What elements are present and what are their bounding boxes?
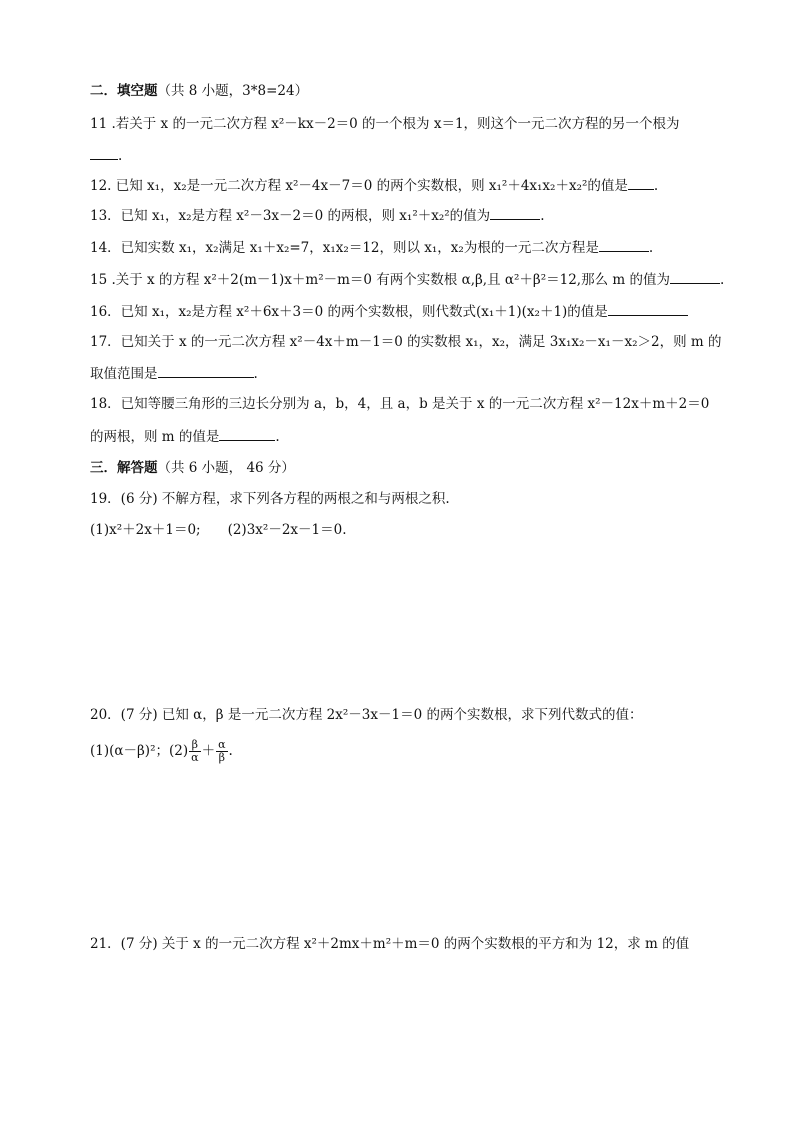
- question-15: 15 .关于 x 的方程 x²＋2(m－1)x＋m²－m＝0 有两个实数根 α,β,且 α²＋β²＝12,那么 m 的值为 .: [90, 272, 725, 288]
- question-21-line-1: 21．(7 分) 关于 x 的一元二次方程 x²＋2mx＋m²＋m＝0 的两个实数根的平方和为 12，求 m 的值: [90, 936, 690, 952]
- answer-blank: [608, 302, 688, 316]
- question-17-line-1: 17．已知关于 x 的一元二次方程 x²－4x＋m－1＝0 的实数根 x₁，x₂，满足 3x₁x₂－x₁－x₂＞2，则 m 的: [90, 334, 722, 350]
- question-11-line-1: 11 .若关于 x 的一元二次方程 x²－kx－2＝0 的一个根为 x＝1，则这个一元二次方程的另一个根为: [90, 116, 680, 132]
- section-3-title: 三．解答题（共 6 小题， 46 分）: [90, 460, 295, 476]
- answer-blank: [599, 238, 649, 252]
- answer-blank: [490, 206, 540, 220]
- question-20-line-1: 20．(7 分) 已知 α，β 是一元二次方程 2x²－3x－1＝0 的两个实数根，求下列代数式的值：: [90, 707, 643, 723]
- answer-blank: [670, 270, 720, 284]
- fraction-beta-over-alpha: $\frac{\beta}{\alpha}$: [191, 738, 199, 764]
- question-16: 16．已知 x₁，x₂是方程 x²＋6x＋3＝0 的两个实数根，则代数式(x₁＋1)(x₂＋1)的值是: [90, 302, 710, 321]
- question-12: 12. 已知 x₁，x₂是一元二次方程 x²－4x－7＝0 的两个实数根，则 x₁²＋4x₁x₂＋x₂²的值是 .: [90, 178, 659, 194]
- answer-blank: [219, 427, 275, 441]
- answer-blank: [628, 176, 654, 190]
- section-2-note: （共 8 小题，3*8=24）: [157, 83, 309, 99]
- question-18-line-1: 18．已知等腰三角形的三边长分别为 a，b，4，且 a，b 是关于 x 的一元二次方程 x²－12x＋m＋2＝0: [90, 396, 710, 412]
- question-14: 14．已知实数 x₁，x₂满足 x₁＋x₂=7，x₁x₂＝12，则以 x₁，x₂为根的一元二次方程是 .: [90, 240, 654, 256]
- section-3-note: （共 6 小题， 46 分）: [157, 460, 295, 476]
- fraction-alpha-over-beta: $\frac{\alpha}{\beta}$: [218, 738, 226, 764]
- answer-blank: [90, 146, 118, 160]
- question-11-line-2: .: [90, 146, 710, 165]
- section-2-title: 二．填空题（共 8 小题，3*8=24）: [90, 83, 309, 99]
- question-19-line-1: 19．(6 分) 不解方程，求下列各方程的两根之和与两根之积.: [90, 491, 450, 507]
- question-17-line-2: 取值范围是 .: [90, 366, 258, 382]
- question-18-line-2: 的两根，则 m 的值是 .: [90, 429, 280, 445]
- question-19-line-2: (1)x²＋2x＋1＝0; (2)3x²－2x－1＝0.: [90, 522, 347, 538]
- question-13: 13．已知 x₁，x₂是方程 x²－3x－2＝0 的两根，则 x₁²＋x₂²的值为 .: [90, 208, 545, 224]
- question-20-line-2: (1)(α－β)²；(2) $\frac{\beta}{\alpha}$ ＋ $\frac{\alpha}{\beta}$ .: [90, 738, 233, 764]
- answer-blank: [158, 364, 254, 378]
